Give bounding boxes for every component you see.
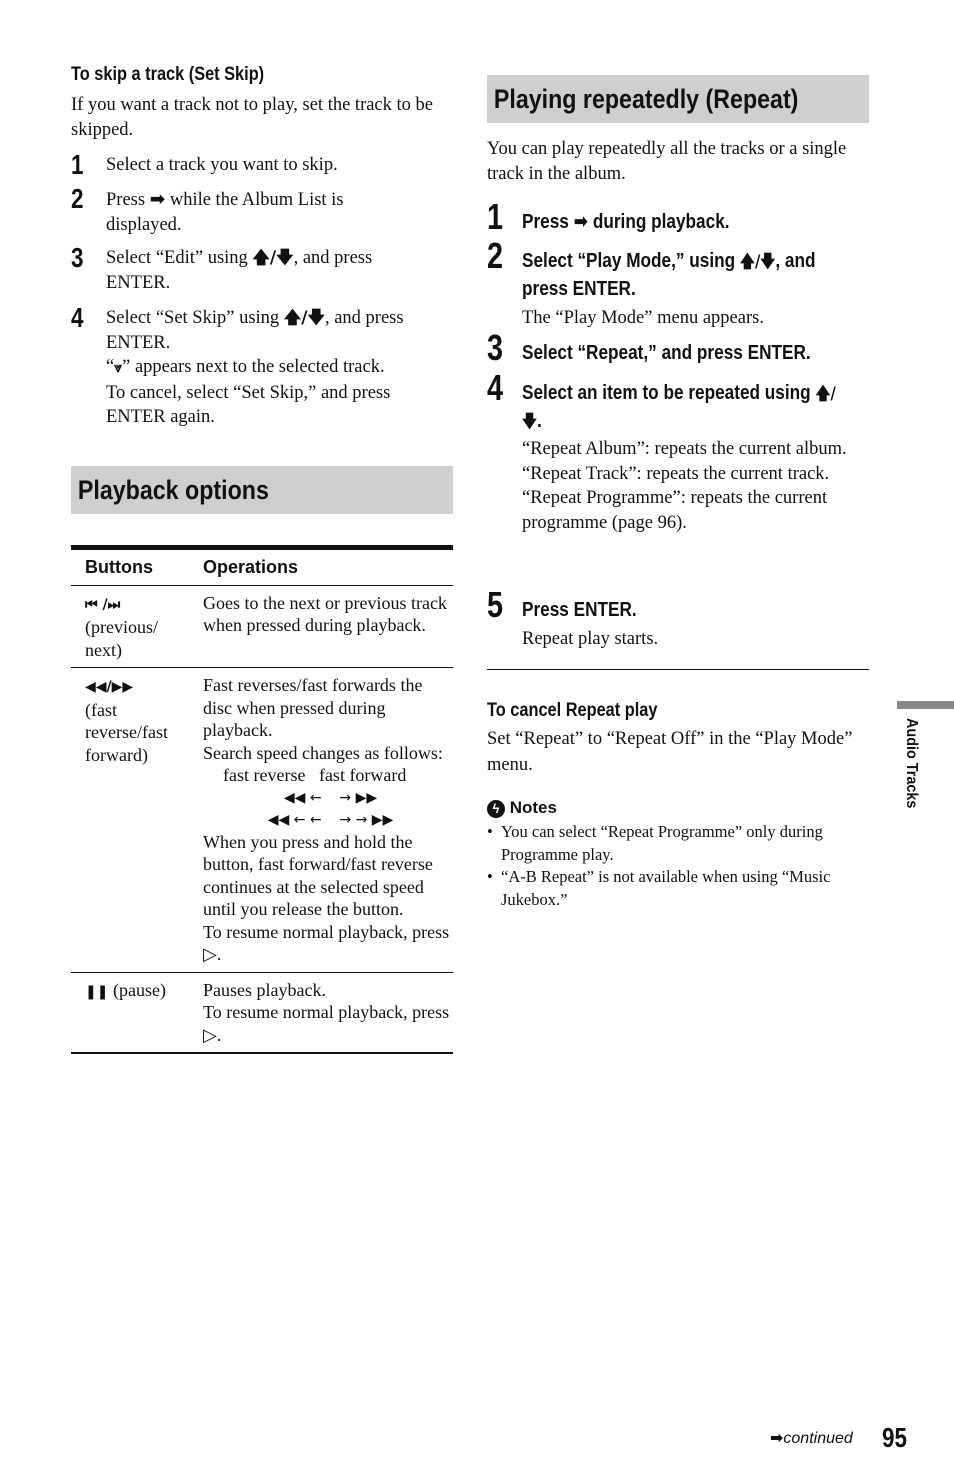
side-tab-marker xyxy=(897,701,954,709)
skip-step-3-number: 3 xyxy=(71,242,84,273)
play-icon: ▷ xyxy=(203,1024,217,1045)
operation-cell: Pauses playback. To resume normal playback, press ▷. xyxy=(189,972,453,1053)
operation-cell: Goes to the next or previous track when pressed during playback. xyxy=(189,585,453,668)
repeat-step-5-number: 5 xyxy=(487,584,504,625)
repeat-step-4-text: Select an item to be repeated using 🡅/ xyxy=(522,382,836,404)
play-icon: ▷ xyxy=(203,944,217,964)
skip-step-1-text: Select a track you want to skip. xyxy=(106,155,338,175)
repeat-step-3-number: 3 xyxy=(487,327,504,368)
button-cell: ◀◀/▶▶ (fast reverse/fast forward) xyxy=(71,668,189,973)
note-item: • “A-B Repeat” is not available when using “Music Jukebox.” xyxy=(487,867,831,909)
skip-step-1-number: 1 xyxy=(71,149,84,180)
repeat-step-1-number: 1 xyxy=(487,196,504,237)
repeat-step-5-desc: Repeat play starts. xyxy=(522,629,659,649)
repeat-step-4-desc: “Repeat Album”: repeats the current album. “Repeat Track”: repeats the current track. “Repeat Programme”: repeats the current programme (page 96). xyxy=(522,439,847,533)
repeat-step-2-number: 2 xyxy=(487,235,504,276)
cancel-repeat-text: Set “Repeat” to “Repeat Off” in the “Play Mode” menu. xyxy=(487,729,853,775)
speed-level-1-icon: ◀◀ ← → ▶▶ xyxy=(283,789,378,806)
button-cell: ❚❚ (pause) xyxy=(71,972,189,1053)
up-down-arrow-icon: 🡅/🡇 xyxy=(739,252,776,272)
skip-section-title: To skip a track (Set Skip) xyxy=(71,64,265,85)
skip-step-3-text: Select “Edit” using 🡅/🡇, and press ENTER. xyxy=(106,248,373,293)
section-divider xyxy=(487,669,869,670)
speed-diagram: fast reverse fast forward ◀◀ ← → ▶▶ ◀◀ ← ← → → ▶▶ xyxy=(203,764,453,831)
skip-step-2-text: Press ➡ while the Album List is displayed. xyxy=(106,189,344,235)
skip-step-2-number: 2 xyxy=(71,183,84,214)
table-row xyxy=(71,972,453,1053)
side-tab-label: Audio Tracks xyxy=(903,718,920,809)
playback-options-heading: Playback options xyxy=(71,466,453,514)
repeat-intro: You can play repeatedly all the tracks or a single track in the album. xyxy=(487,139,847,184)
page-number: 95 xyxy=(882,1422,907,1453)
notes-icon: ϟ xyxy=(487,800,505,818)
pause-icon: ❚❚ xyxy=(85,983,109,1000)
fast-reverse-forward-icon: ◀◀/▶▶ xyxy=(85,679,134,695)
repeat-step-3-text: Select “Repeat,” and press ENTER. xyxy=(522,342,811,364)
button-cell: ⏮ /⏭ (previous/ next) xyxy=(71,585,189,668)
repeat-step-2-text: Select “Play Mode,” using 🡅/🡇, and press ENTER. xyxy=(522,250,816,300)
col-header-operations: Operations xyxy=(189,548,453,586)
repeat-step-1-text: Press ➡ during playback. xyxy=(522,209,730,233)
skip-mark-icon: ⩔ xyxy=(114,360,123,376)
previous-next-icon: ⏮ /⏭ xyxy=(85,596,121,613)
repeat-step-5-text: Press ENTER. xyxy=(522,599,637,621)
down-arrow-icon: 🡇 xyxy=(522,412,538,432)
continued-indicator: ➡continued xyxy=(770,1428,853,1447)
repeat-step-4-text-cont: 🡇. xyxy=(522,410,542,432)
table-row xyxy=(71,668,453,973)
note-item: • You can select “Repeat Programme” only during Programme play. xyxy=(487,822,823,864)
col-header-buttons: Buttons xyxy=(71,548,189,586)
right-arrow-icon: ➡ xyxy=(573,209,589,233)
speed-level-2-icon: ◀◀ ← ← → → ▶▶ xyxy=(267,811,394,828)
skip-step-4-number: 4 xyxy=(71,302,84,333)
continued-arrow-icon: ➡ xyxy=(770,1428,784,1447)
playback-options-table xyxy=(71,545,453,1054)
up-arrow-icon: 🡅/ xyxy=(815,384,836,404)
table-row xyxy=(71,585,453,668)
operation-cell: Fast reverses/fast forwards the disc when pressed during playback. Search speed changes as follows: fast reverse fast forward ◀◀ ← → ▶▶ ◀◀ ← ← → → ▶▶ When you press and hold the button, fast forward/fast reverse continues at the selected speed until you release the button. To resume normal playback, press ▷. xyxy=(189,668,453,973)
repeat-step-4-number: 4 xyxy=(487,367,504,408)
cancel-repeat-title: To cancel Repeat play xyxy=(487,700,658,721)
up-down-arrow-icon: 🡅/🡇 xyxy=(252,248,294,268)
skip-step-4-text: Select “Set Skip” using 🡅/🡇, and press ENTER. “⩔” appears next to the selected track. To cancel, select “Set Skip,” and press ENTER again. xyxy=(106,308,404,427)
repeat-step-2-desc: The “Play Mode” menu appears. xyxy=(522,308,764,328)
right-arrow-icon: ➡ xyxy=(149,189,166,210)
notes-title: ϟ Notes xyxy=(487,798,557,818)
repeat-heading: Playing repeatedly (Repeat) xyxy=(487,75,869,123)
skip-intro: If you want a track not to play, set the track to be skipped. xyxy=(71,95,433,140)
up-down-arrow-icon: 🡅/🡇 xyxy=(283,308,325,328)
